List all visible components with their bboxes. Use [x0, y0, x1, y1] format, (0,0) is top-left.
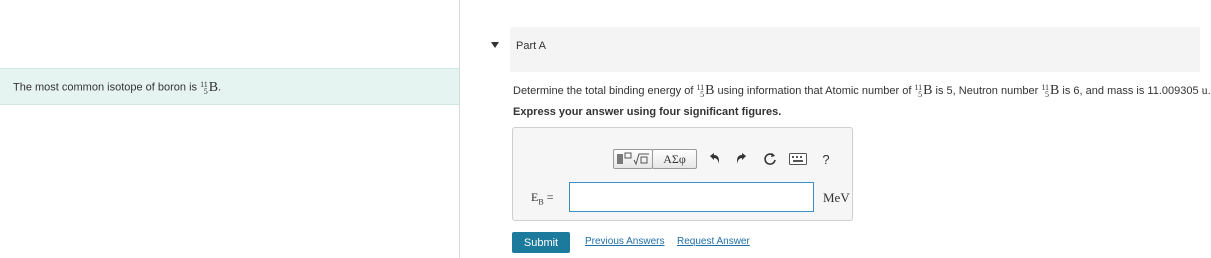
- intro-suffix: .: [218, 81, 222, 94]
- part-header[interactable]: [510, 27, 1200, 72]
- previous-answers-link[interactable]: Previous Answers: [585, 236, 665, 247]
- undo-icon[interactable]: [703, 149, 725, 169]
- isotope-boron-11: [200, 69, 218, 106]
- isotope-symbol: B: [923, 83, 933, 99]
- templates-icon[interactable]: [613, 149, 653, 169]
- keyboard-icon[interactable]: [787, 149, 809, 169]
- isotope-mass-number: 11: [200, 79, 208, 89]
- answer-box: [512, 127, 853, 221]
- greek-icon[interactable]: ΑΣφ: [652, 149, 697, 169]
- mass-unit: u: [1201, 83, 1208, 97]
- isotope-atomic-number: 5: [918, 90, 923, 100]
- reset-icon[interactable]: [759, 149, 781, 169]
- isotope-boron-11: [696, 84, 714, 98]
- right-panel: [460, 0, 1211, 258]
- answer-label-main: E: [531, 190, 539, 204]
- isotope-atomic-number: 5: [1045, 90, 1050, 100]
- question-tail: is 6, and mass is 11.009305: [1059, 85, 1202, 97]
- isotope-symbol: B: [705, 83, 715, 99]
- submit-button[interactable]: Submit: [512, 232, 570, 253]
- math-toolbar: [613, 148, 837, 170]
- request-answer-link[interactable]: Request Answer: [677, 236, 750, 247]
- isotope-atomic-number: 5: [203, 86, 208, 96]
- isotope-mass-number: 11: [1041, 83, 1050, 93]
- left-panel: [0, 0, 459, 258]
- help-icon[interactable]: ?: [822, 151, 830, 167]
- instruction-text: Express your answer using four significant figures.: [513, 106, 782, 118]
- isotope-boron-11: [914, 84, 932, 98]
- isotope-symbol: B: [208, 80, 219, 95]
- isotope-mass-number: 11: [914, 83, 923, 93]
- question-text: [513, 83, 1211, 98]
- answer-label: [531, 190, 553, 206]
- answer-unit: MeV: [823, 190, 850, 205]
- isotope-boron-11: [1041, 84, 1059, 98]
- question-end: .: [1207, 85, 1211, 97]
- isotope-atomic-number: 5: [700, 90, 705, 100]
- answer-label-sub: B: [538, 197, 544, 207]
- caret-down-icon[interactable]: [491, 42, 499, 48]
- answer-label-eq: =: [543, 190, 554, 204]
- intro-banner: [0, 68, 459, 105]
- part-title[interactable]: Part A: [516, 40, 546, 52]
- redo-icon[interactable]: [731, 149, 753, 169]
- intro-text: The most common isotope of boron is: [13, 81, 201, 94]
- question-mid1: using information that Atomic number of: [714, 85, 915, 97]
- question-lead: Determine the total binding energy of: [513, 85, 697, 97]
- isotope-symbol: B: [1050, 83, 1060, 99]
- isotope-mass-number: 11: [696, 83, 705, 93]
- question-mid2: is 5, Neutron number: [932, 85, 1042, 97]
- answer-input[interactable]: [569, 182, 814, 212]
